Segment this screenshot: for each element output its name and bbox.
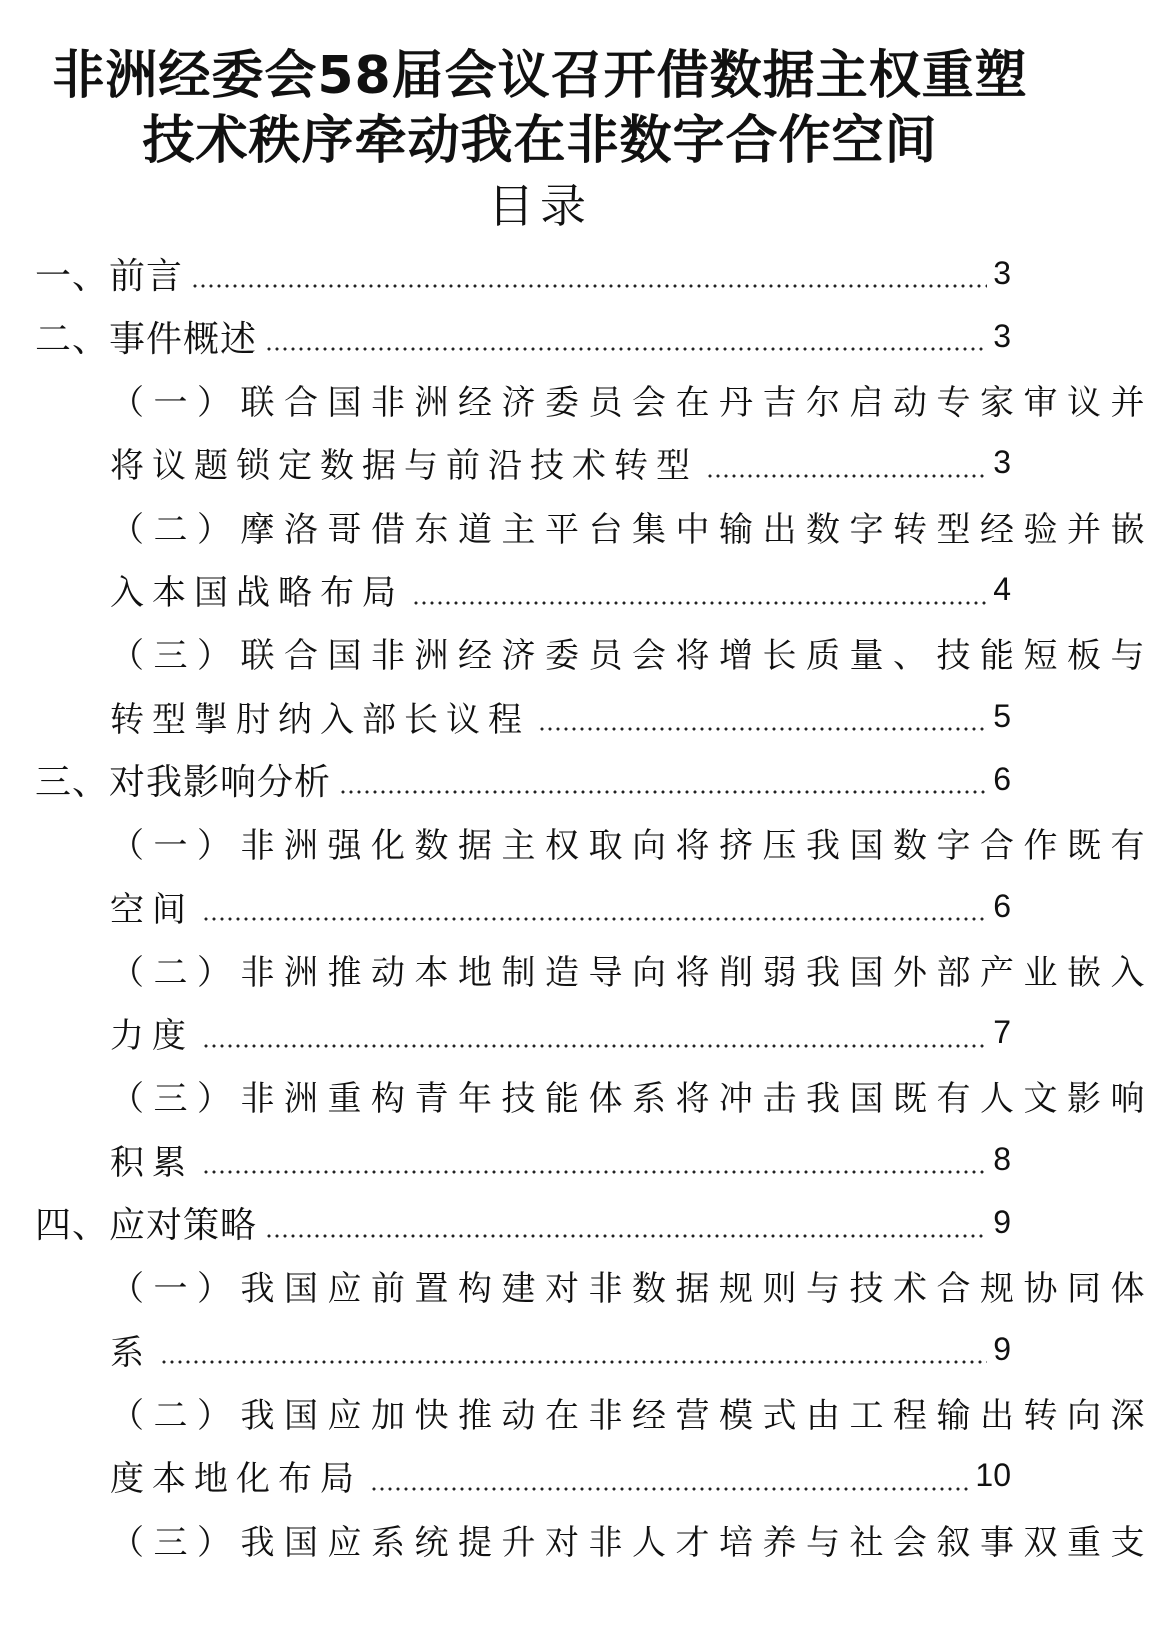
toc-entry-text: 力度 bbox=[110, 1016, 194, 1057]
toc-page-number: 10 bbox=[975, 1457, 1011, 1494]
toc-dot-leader bbox=[202, 1044, 987, 1048]
toc-dot-leader bbox=[191, 284, 987, 288]
toc-section-entry[interactable] bbox=[35, 747, 1011, 811]
toc-dot-leader bbox=[265, 347, 987, 351]
toc-entry-text: 积累 bbox=[110, 1142, 194, 1183]
toc-entry-text: （二）我国应加快推动在非经营模式由工程输出转向深 bbox=[110, 1395, 1154, 1436]
toc-entry-text: （二）摩洛哥借东道主平台集中输出数字转型经验并嵌 bbox=[110, 509, 1154, 550]
toc-entry-text: 入本国战略布局 bbox=[110, 573, 404, 613]
toc-dot-leader bbox=[370, 1487, 969, 1491]
toc-entry-text: 四、应对策略 bbox=[35, 1205, 258, 1246]
toc-subsection-entry[interactable] bbox=[110, 937, 1154, 1001]
toc-page-number: 4 bbox=[993, 571, 1011, 607]
toc-subsection-entry-continued[interactable] bbox=[110, 684, 1011, 748]
toc-page-number: 3 bbox=[993, 444, 1011, 481]
toc-subsection-entry-continued[interactable] bbox=[110, 558, 1011, 622]
toc-entry-text: 转型掣肘纳入部长议程 bbox=[110, 699, 530, 740]
toc-subsection-entry-continued[interactable] bbox=[110, 1444, 1011, 1508]
toc-entry-text: 二、事件概述 bbox=[35, 318, 258, 360]
toc-subsection-entry[interactable] bbox=[110, 1507, 1154, 1571]
toc-dot-leader bbox=[339, 790, 987, 794]
toc-entry-text: （一）非洲强化数据主权取向将挤压我国数字合作既有 bbox=[110, 826, 1154, 867]
toc-subsection-entry[interactable] bbox=[110, 1380, 1154, 1444]
toc-entry-text: （二）非洲推动本地制造导向将削弱我国外部产业嵌入 bbox=[110, 952, 1154, 993]
toc-entry-text: 度本地化布局 bbox=[110, 1459, 362, 1500]
toc-entry-text: 三、对我影响分析 bbox=[35, 761, 332, 803]
toc-subsection-entry[interactable] bbox=[110, 1254, 1154, 1318]
toc-dot-leader bbox=[412, 601, 987, 605]
toc-entry-text: （三）非洲重构青年技能体系将冲击我国既有人文影响 bbox=[110, 1079, 1154, 1120]
toc-entry-text: （一）联合国非洲经济委员会在丹吉尔启动专家审议并 bbox=[110, 383, 1154, 424]
toc-page-number: 9 bbox=[993, 1330, 1011, 1367]
toc-subsection-entry[interactable] bbox=[110, 621, 1154, 685]
toc-subsection-entry[interactable] bbox=[110, 811, 1154, 875]
toc-dot-leader bbox=[265, 1234, 987, 1238]
toc-dot-leader bbox=[202, 917, 987, 921]
toc-entry-text: （三）我国应系统提升对非人才培养与社会叙事双重支 bbox=[110, 1522, 1154, 1563]
toc-subsection-entry-continued[interactable] bbox=[110, 1001, 1011, 1065]
toc-section-entry[interactable] bbox=[35, 241, 1011, 305]
toc-dot-leader bbox=[706, 474, 987, 478]
toc-entry-text: 一、前言 bbox=[35, 255, 184, 297]
toc-entry-text: （三）联合国非洲经济委员会将增长质量、技能短板与 bbox=[110, 636, 1154, 677]
toc-dot-leader bbox=[160, 1360, 987, 1364]
toc-page-number: 6 bbox=[993, 887, 1011, 924]
toc-subsection-entry-continued[interactable] bbox=[110, 1317, 1011, 1381]
toc-page-number: 5 bbox=[993, 697, 1011, 734]
document-title-line-2: 技术秩序牵动我在非数字合作空间 bbox=[142, 111, 938, 171]
toc-subsection-entry-continued[interactable] bbox=[110, 1127, 1011, 1191]
toc-page-number: 6 bbox=[993, 760, 1011, 797]
toc-subsection-entry[interactable] bbox=[110, 494, 1154, 558]
toc-dot-leader bbox=[538, 727, 987, 731]
toc-page-number: 3 bbox=[993, 254, 1011, 291]
toc-entry-text: 空间 bbox=[110, 889, 194, 930]
toc-page-number: 7 bbox=[993, 1014, 1011, 1051]
toc-entry-text: 将议题锁定数据与前沿技术转型 bbox=[110, 446, 698, 487]
toc-subsection-entry[interactable] bbox=[110, 1064, 1154, 1128]
toc-heading: 目录 bbox=[488, 179, 592, 233]
toc-entry-text: （一）我国应前置构建对非数据规则与技术合规协同体 bbox=[110, 1269, 1154, 1310]
toc-page-number: 9 bbox=[993, 1204, 1011, 1240]
toc-section-entry[interactable] bbox=[35, 304, 1011, 368]
toc-dot-leader bbox=[202, 1170, 987, 1174]
toc-subsection-entry[interactable] bbox=[110, 368, 1154, 432]
toc-page-number: 3 bbox=[993, 317, 1011, 354]
toc-subsection-entry-continued[interactable] bbox=[110, 874, 1011, 938]
toc-entry-text: 系 bbox=[110, 1332, 152, 1373]
document-title-line-1: 非洲经委会58届会议召开借数据主权重塑 bbox=[52, 46, 1028, 106]
toc-subsection-entry-continued[interactable] bbox=[110, 431, 1011, 495]
toc-section-entry[interactable] bbox=[35, 1191, 1011, 1255]
toc-page-number: 8 bbox=[993, 1140, 1011, 1177]
